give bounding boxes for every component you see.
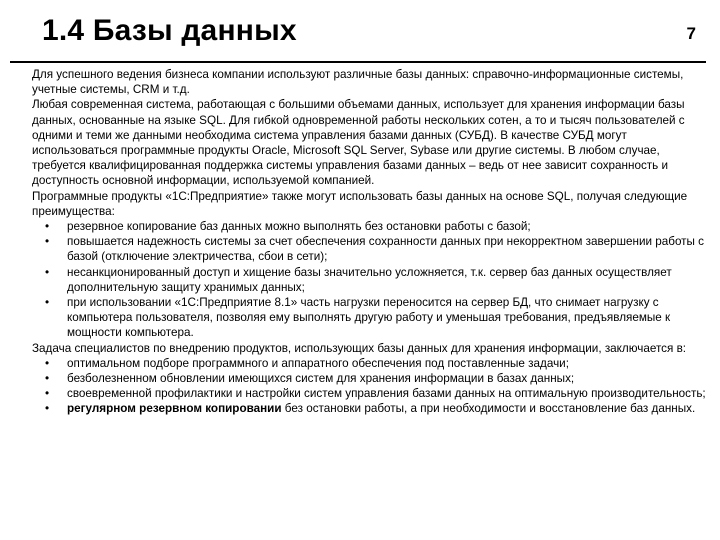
bullet-icon: • (45, 402, 50, 416)
title-divider (10, 61, 706, 63)
bullet-icon: • (45, 265, 50, 279)
emphasized-text: регулярном резервном копировании (67, 402, 282, 416)
tasks-intro: Задача специалистов по внедрению продуктов, использующих базы данных для хранения информации, заключается в: (32, 341, 687, 355)
bullet-icon: • (45, 220, 50, 234)
intro-paragraph: Для успешного ведения бизнеса компании используют различные базы данных: справочно-информационные системы, учетные системы, CRM и т.д. (32, 68, 684, 97)
page-number: 7 (686, 24, 696, 43)
bullet-icon: • (45, 296, 50, 310)
tasks-list (32, 356, 706, 417)
bullet-icon: • (45, 387, 50, 401)
bullet-icon: • (45, 235, 50, 249)
list-item: • при использовании «1С:Предприятие 8.1» часть нагрузки переносится на сервер БД, что снимает нагрузку с компьютера пользователя, позволяя ему выполнять другую работу и уменьшая требования, предъявляемые к мощности компьютера. (45, 296, 671, 340)
list-item: • безболезненном обновлении имеющихся систем для хранения информации в базах данных; (45, 372, 575, 386)
list-item: • несанкционированный доступ и хищение базы значительно усложняется, т.к. сервер баз данных осуществляет дополнительную защиту хранимых данных; (45, 265, 672, 294)
advantages-list (32, 219, 706, 341)
slide-body (32, 67, 706, 417)
sql-paragraph: Любая современная система, работающая с большими объемами данных, использует для хранения информации базы данных, основанные на языке SQL. Для гибкой одновременной работы нескольких сотен, а то и тысяч пользователей с одними и теми же данными необходима система управления базами данных (СУБД). В качестве СУБД могут использоваться программные продукты Oracle, Microsoft SQL Server, Sybase или другие системы. В любом случае, требуется квалифицированная поддержка системы управления базами данных – ведь от нее зависит сохранность и доступность основной информации, используемой компанией. (32, 98, 685, 188)
list-item: • повышается надежность системы за счет обеспечения сохранности данных при некорректном завершении работы с базой (отключение электричества, сбои в сети); (45, 235, 705, 264)
slide-title: 1.4 Базы данных (42, 14, 297, 47)
list-item: • оптимальном подборе программного и аппаратного обеспечения под поставленные задачи; (45, 356, 569, 370)
list-item: • своевременной профилактики и настройки систем управления базами данных на оптимальную производительность; (45, 387, 706, 401)
list-item: • регулярном резервном копировании без остановки работы, а при необходимости и восстановление баз данных. (45, 402, 696, 416)
list-item: • резервное копирование баз данных можно выполнять без остановки работы с базой; (45, 220, 531, 234)
advantages-intro: Программные продукты «1С:Предприятие» также могут использовать базы данных на основе SQL, получая следующие преимущества: (32, 189, 688, 218)
bullet-icon: • (45, 356, 50, 370)
bullet-icon: • (45, 372, 50, 386)
